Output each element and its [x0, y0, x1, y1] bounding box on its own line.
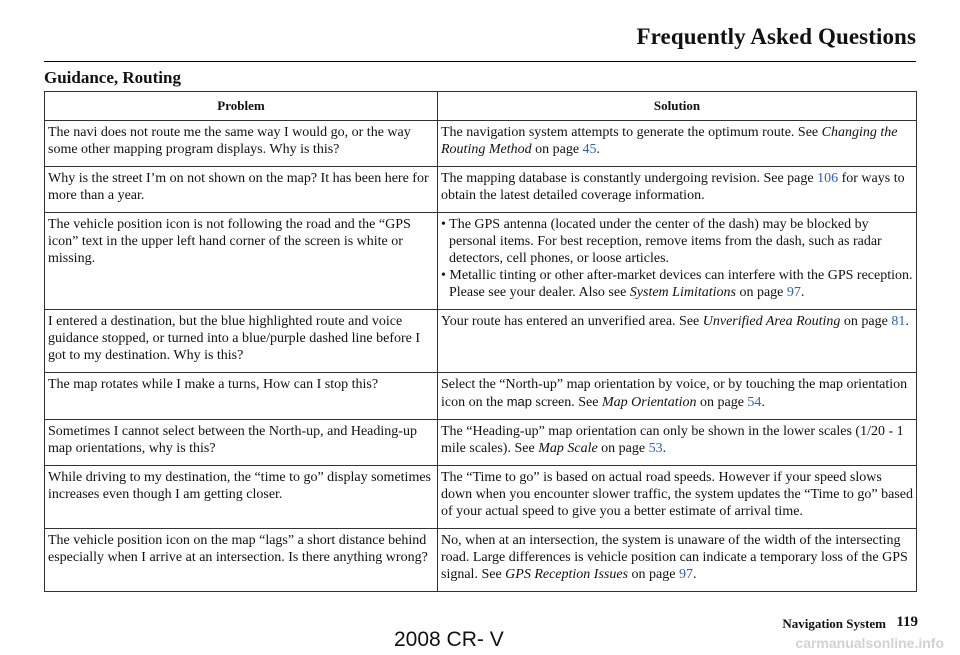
section-reference: Map Orientation [601, 395, 697, 410]
solution-cell [438, 121, 917, 167]
solution-text: on page [735, 285, 787, 300]
solution-text: The “Heading-up” map orientation can only be shown in the lower scales (1/20 - 1 mile scales). See [441, 424, 904, 456]
solution-cell [438, 167, 917, 213]
page-link[interactable]: 53 [648, 441, 663, 456]
faq-table [44, 91, 917, 592]
table-row [45, 466, 917, 529]
table-header-row [45, 92, 917, 121]
solution-text: The navigation system attempts to generate the optimum route. See [441, 125, 822, 140]
section-heading: Guidance, Routing [44, 68, 181, 87]
solution-bullet [441, 267, 913, 301]
solution-text: screen. See [532, 395, 602, 410]
problem-cell: While driving to my destination, the “time to go” display sometimes increases even though I am getting closer. [45, 466, 438, 529]
solution-cell [438, 466, 917, 529]
section-reference: GPS Reception Issues [505, 567, 629, 582]
problem-cell: The navi does not route me the same way I would go, or the way some other mapping program displays. Why is this? [45, 121, 438, 167]
section-reference: System Limitations [629, 285, 736, 300]
table-row [45, 373, 917, 420]
solution-text: for ways to obtain the latest detailed coverage information. [441, 171, 905, 203]
problem-cell: Sometimes I cannot select between the North-up, and Heading-up map orientations, why is this? [45, 420, 438, 466]
solution-text: Your route has entered an unverified area. See [441, 314, 703, 329]
table-row [45, 420, 917, 466]
solution-text: on page [840, 314, 892, 329]
solution-text: . [692, 567, 697, 582]
problem-column-header: Problem [45, 92, 438, 121]
problem-cell: I entered a destination, but the blue highlighted route and voice guidance stopped, or turned into a blue/purple dashed line before I got to my destination. Why is this? [45, 310, 438, 373]
page-link[interactable]: 97 [786, 285, 801, 300]
section-reference: Unverified Area Routing [702, 314, 841, 329]
section-reference: Changing the Routing Method [441, 125, 898, 157]
solution-cell [438, 529, 917, 592]
table-row [45, 167, 917, 213]
page-link[interactable]: 106 [817, 171, 839, 186]
solution-text: . [905, 314, 909, 329]
solution-text: No, when at an intersection, the system is unaware of the width of the intersecting road. Large differences is vehicle position can indicate a temporary loss of the GPS signal. See [441, 533, 908, 582]
page-link[interactable]: 54 [747, 395, 762, 410]
table-row [45, 121, 917, 167]
table-row [45, 529, 917, 592]
solution-cell [438, 420, 917, 466]
section-reference: Map Scale [538, 441, 598, 456]
solution-text: on page [628, 567, 679, 582]
solution-bullet: • The GPS antenna (located under the center of the dash) may be blocked by personal items. For best reception, remove items from the dash, such as radar detectors, cell phones, or loose articles. [441, 217, 882, 266]
page-link[interactable]: 81 [891, 314, 906, 329]
solution-text: on page [696, 395, 748, 410]
solution-cell [438, 213, 917, 310]
solution-text: on page [531, 142, 583, 157]
solution-text: . [800, 285, 805, 300]
solution-text: . [662, 441, 667, 456]
solution-text: . [761, 395, 765, 410]
page-title: Frequently Asked Questions [636, 24, 916, 49]
problem-cell: The vehicle position icon is not following the road and the “GPS icon” text in the upper left hand corner of the screen is white or missing. [45, 213, 438, 310]
problem-cell: Why is the street I’m on not shown on the map? It has been here for more than a year. [45, 167, 438, 213]
table-row [45, 213, 917, 310]
solution-text: . [596, 142, 601, 157]
watermark: carmanualsonline.info [795, 635, 944, 651]
page-link[interactable]: 45 [582, 142, 597, 157]
table-row [45, 310, 917, 373]
solution-text: Select the “North-up” map orientation by voice, or by touching the map orientation icon on the [441, 377, 908, 410]
solution-text: The “Time to go” is based on actual road speeds. However if your speed slows down when you encounter slower traffic, the system updates the “Time to go” based of your actual speed to give you a better estimate of arrival time. [441, 470, 914, 519]
solution-cell [438, 373, 917, 420]
solution-column-header: Solution [438, 92, 917, 121]
title-divider [44, 61, 916, 62]
problem-cell: The map rotates while I make a turns, How can I stop this? [45, 373, 438, 420]
screen-name: map [506, 394, 533, 409]
solution-text: • Metallic tinting or other after-market devices can interfere with the GPS reception. Please see your dealer. Also see [441, 268, 913, 300]
solution-text: on page [597, 441, 649, 456]
footer-label: Navigation System [782, 616, 886, 631]
solution-cell [438, 310, 917, 373]
problem-cell: The vehicle position icon on the map “lags” a short distance behind especially when I arrive at an intersection. Is there anything wrong? [45, 529, 438, 592]
model-label: 2008 CR- V [394, 628, 504, 651]
page-link[interactable]: 97 [678, 567, 693, 582]
page-number: 119 [896, 614, 918, 630]
solution-text: The mapping database is constantly undergoing revision. See page [441, 171, 818, 186]
